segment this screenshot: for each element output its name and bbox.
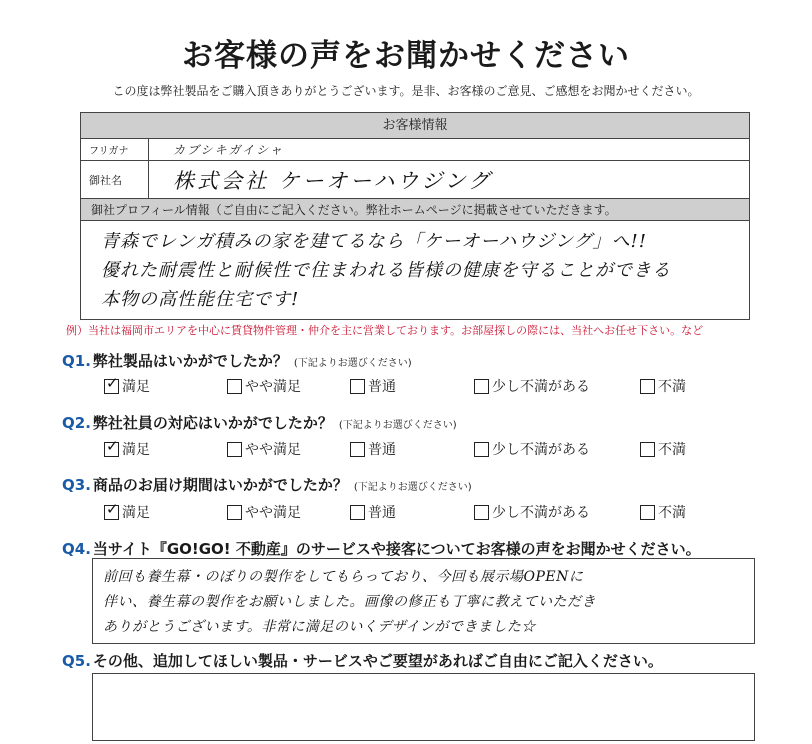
furigana-field[interactable]: カブシキガイシャ xyxy=(173,143,284,157)
profile-line: 優れた耐震性と耐候性で住まわれる皆様の健康を守ることができる xyxy=(101,260,671,281)
checkbox[interactable] xyxy=(104,436,119,457)
q3-option-neutral[interactable] xyxy=(350,502,396,522)
q2-note: (下記よりお選びください) xyxy=(338,420,457,431)
option-label: やや満足 xyxy=(245,379,301,395)
q1-title xyxy=(62,350,412,371)
q3-option-somewhat-satisfied[interactable] xyxy=(227,502,301,522)
q1-option-somewhat-dissatisfied[interactable] xyxy=(474,376,590,396)
q2-option-neutral[interactable] xyxy=(350,439,396,459)
checkbox[interactable] xyxy=(640,442,655,457)
checkbox[interactable] xyxy=(227,379,242,394)
option-label: 普通 xyxy=(368,505,396,521)
profile-field[interactable] xyxy=(81,221,749,319)
option-label: 満足 xyxy=(122,442,150,458)
company-label: 御社名 xyxy=(81,161,149,198)
q5-title xyxy=(62,650,663,671)
check-mark-icon: ✓ xyxy=(106,373,119,392)
checkbox[interactable] xyxy=(227,505,242,520)
q4-answer-field[interactable] xyxy=(92,558,755,644)
q3-text: 商品のお届け期間はいかがでしたか？ xyxy=(92,476,348,494)
q2-option-satisfied[interactable] xyxy=(104,436,150,459)
q4-answer-line: 伴い、養生幕の製作をお願いしました。画像の修正も丁寧に教えていただき xyxy=(103,594,596,610)
company-row xyxy=(81,161,749,199)
option-label: 普通 xyxy=(368,442,396,458)
q4-number: Q4. xyxy=(62,540,91,558)
q1-option-satisfied[interactable] xyxy=(104,373,150,396)
checkbox[interactable] xyxy=(104,499,119,520)
option-label: 不満 xyxy=(658,505,686,521)
option-label: 少し不満がある xyxy=(492,379,590,395)
checkbox[interactable] xyxy=(474,442,489,457)
q1-option-neutral[interactable] xyxy=(350,376,396,396)
q2-option-somewhat-dissatisfied[interactable] xyxy=(474,439,590,459)
q3-option-satisfied[interactable] xyxy=(104,499,150,522)
q4-answer-line: ありがとうございます。非常に満足のいくデザインができました☆ xyxy=(103,619,536,635)
check-mark-icon: ✓ xyxy=(106,499,119,518)
q5-number: Q5. xyxy=(62,652,91,670)
checkbox[interactable] xyxy=(350,379,365,394)
option-label: 満足 xyxy=(122,379,150,395)
q3-title xyxy=(62,474,472,495)
profile-line: 青森でレンガ積みの家を建てるなら「ケーオーハウジング」へ!! xyxy=(101,231,647,252)
q3-option-somewhat-dissatisfied[interactable] xyxy=(474,502,590,522)
checkbox[interactable] xyxy=(227,442,242,457)
example-text: 例）当社は福岡市エリアを中心に賃貸物件管理・仲介を主に営業しております。お部屋探しの際には、当社へお任せ下さい。など xyxy=(66,324,704,337)
q5-text: その他、追加してほしい製品・サービスやご要望があればご自由にご記入ください。 xyxy=(92,652,663,670)
q1-option-somewhat-satisfied[interactable] xyxy=(227,376,301,396)
checkbox[interactable] xyxy=(640,505,655,520)
option-label: 不満 xyxy=(658,442,686,458)
profile-header: 御社プロフィール情報（ご自由にご記入ください。弊社ホームページに掲載させていただきます。 xyxy=(81,199,749,221)
page-subtitle: この度は弊社製品をご購入頂きありがとうございます。是非、お客様のご意見、ご感想をお聞かせください。 xyxy=(112,84,700,98)
page-title: お客様の声をお聞かせください xyxy=(182,38,630,74)
furigana-label: フリガナ xyxy=(81,139,149,160)
profile-line: 本物の高性能住宅です! xyxy=(101,289,300,310)
q2-title xyxy=(62,412,457,433)
company-field[interactable]: 株式会社 ケーオーハウジング xyxy=(173,168,493,193)
checkbox[interactable] xyxy=(350,442,365,457)
q2-number: Q2. xyxy=(62,414,91,432)
checkbox[interactable] xyxy=(640,379,655,394)
q3-note: (下記よりお選びください) xyxy=(353,482,472,493)
q3-number: Q3. xyxy=(62,476,91,494)
q1-option-dissatisfied[interactable] xyxy=(640,376,686,396)
option-label: やや満足 xyxy=(245,505,301,521)
option-label: やや満足 xyxy=(245,442,301,458)
furigana-row xyxy=(81,139,749,161)
option-label: 普通 xyxy=(368,379,396,395)
q2-option-somewhat-satisfied[interactable] xyxy=(227,439,301,459)
option-label: 不満 xyxy=(658,379,686,395)
customer-info-box xyxy=(80,112,750,320)
q2-text: 弊社社員の対応はいかがでしたか？ xyxy=(92,414,333,432)
q4-title xyxy=(62,538,701,559)
option-label: 満足 xyxy=(122,505,150,521)
q2-option-dissatisfied[interactable] xyxy=(640,439,686,459)
checkbox[interactable] xyxy=(474,379,489,394)
option-label: 少し不満がある xyxy=(492,505,590,521)
checkbox[interactable] xyxy=(104,373,119,394)
q1-number: Q1. xyxy=(62,352,91,370)
customer-info-header: お客様情報 xyxy=(81,113,749,139)
checkbox[interactable] xyxy=(474,505,489,520)
q5-answer-field[interactable] xyxy=(92,673,755,741)
q1-note: (下記よりお選びください) xyxy=(293,358,412,369)
q3-option-dissatisfied[interactable] xyxy=(640,502,686,522)
q1-text: 弊社製品はいかがでしたか？ xyxy=(92,352,288,370)
option-label: 少し不満がある xyxy=(492,442,590,458)
checkbox[interactable] xyxy=(350,505,365,520)
check-mark-icon: ✓ xyxy=(106,436,119,455)
q4-text: 当サイト『GO!GO! 不動産』のサービスや接客についてお客様の声をお聞かせください。 xyxy=(92,540,701,558)
q4-answer-line: 前回も養生幕・のぼりの製作をしてもらっており、今回も展示場OPENに xyxy=(103,569,584,585)
